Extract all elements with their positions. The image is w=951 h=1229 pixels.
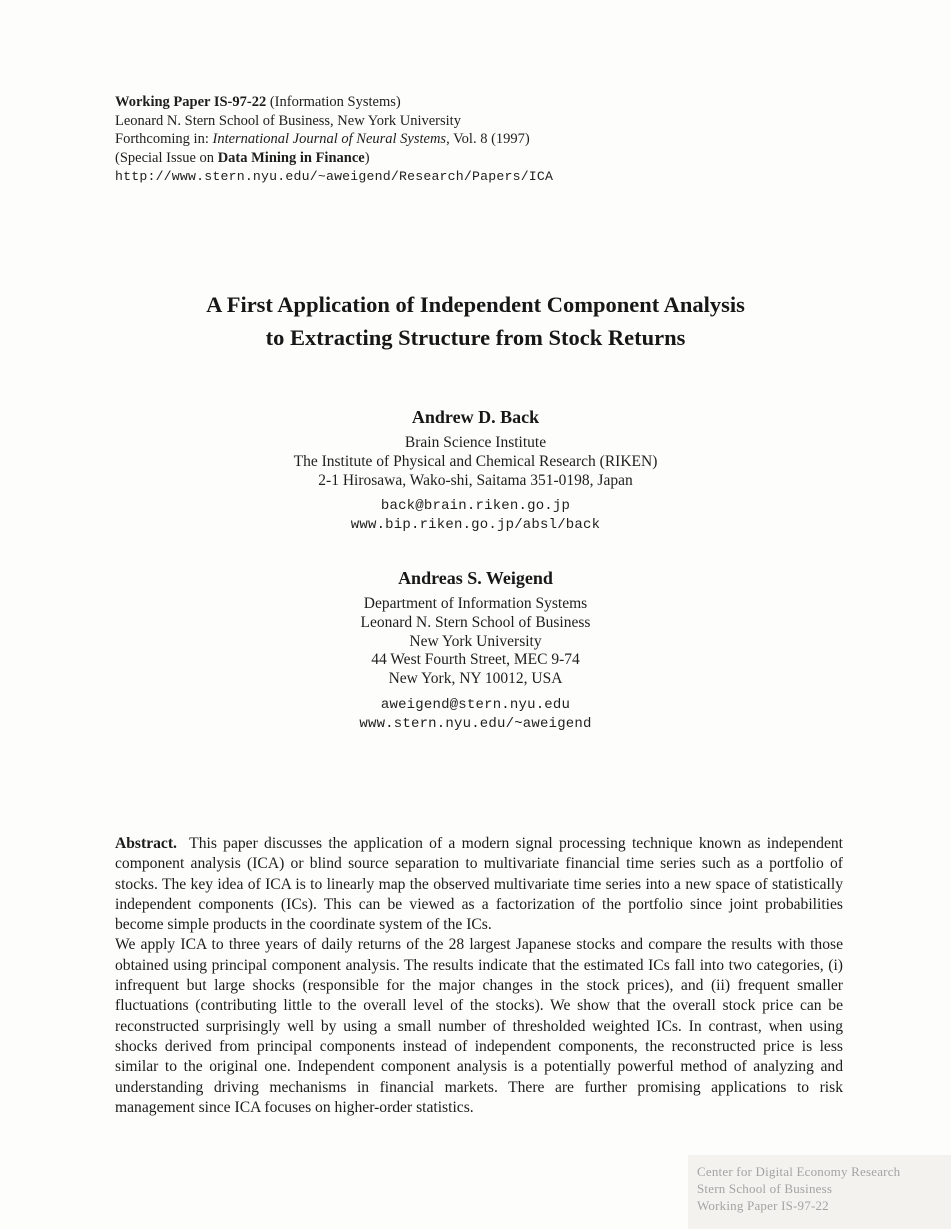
author-block-back <box>0 406 951 535</box>
stamp-line-school: Stern School of Business <box>697 1180 833 1196</box>
abstract-text-1: This paper discusses the application of a modern signal processing technique known as independent component analysis (ICA) or blind source separation to multivariate financial time series such as a portfolio of stocks. The key idea of ICA is to linearly map the observed multivariate time series into a new space of statistically independent components (ICs). This can be viewed as a factorization of the portfolio since joint probabilities become simple products in the coordinate system of the ICs. <box>115 835 843 934</box>
author-affiliation-line: New York University <box>409 632 542 650</box>
author-affiliation-line: New York, NY 10012, USA <box>388 670 563 688</box>
abstract-section <box>115 834 843 1118</box>
paper-title-line1: A First Application of Independent Component Analysis <box>206 292 745 317</box>
forthcoming-prefix: Forthcoming in: <box>115 131 213 148</box>
working-paper-dept: (Information Systems) <box>266 94 401 110</box>
author-website: www.bip.riken.go.jp/absl/back <box>350 516 601 533</box>
author-affiliation-line: 2-1 Hirosawa, Wako-shi, Saitama 351-0198, Japan <box>318 471 633 489</box>
author-contact-block <box>0 696 951 733</box>
author-website: www.stern.nyu.edu/~aweigend <box>359 715 592 732</box>
author-affiliation-line: Department of Information Systems <box>363 595 588 612</box>
journal-name: International Journal of Neural Systems <box>212 131 447 148</box>
header-block <box>115 93 553 187</box>
paper-url: http://www.stern.nyu.edu/~aweigend/Research/Papers/ICA <box>115 169 554 185</box>
abstract-paragraph-2: We apply ICA to three years of daily returns of the 28 largest Japanese stocks and compare the results with those obtained using principal component analysis. The results indicate that the estimated ICs fall into two categories, (i) infrequent but large shocks (responsible for the major changes in the stock prices), and (ii) frequent smaller fluctuations (contributing little to the overall level of the stocks). We show that the overall stock price can be reconstructed surprisingly well by using a small number of thresholded weighted ICs. In contrast, when using shocks derived from principal components instead of independent components, the reconstructed price is less similar to the original one. Independent component analysis is a potentially powerful method of analyzing and understanding driving mechanisms in financial markets. There are further promising applications to risk management since ICA focuses on higher-order statistics. <box>115 936 843 1116</box>
author-affiliation-line: The Institute of Physical and Chemical Research (RIKEN) <box>293 452 658 470</box>
special-issue-suffix: ) <box>364 149 370 166</box>
author-block-weigend <box>0 567 951 733</box>
special-issue-line <box>115 149 553 168</box>
working-paper-line <box>115 93 553 112</box>
stamp-line-paper-id: Working Paper IS-97-22 <box>697 1197 829 1213</box>
journal-volume: , Vol. 8 (1997) <box>446 131 530 148</box>
special-issue-prefix: (Special Issue on <box>115 149 218 166</box>
library-stamp <box>697 1164 900 1214</box>
special-issue-topic: Data Mining in Finance <box>217 149 365 166</box>
author-contact-block <box>0 497 951 534</box>
stamp-line-center: Center for Digital Economy Research <box>697 1164 901 1179</box>
author-name: Andrew D. Back <box>411 407 540 427</box>
abstract-label: Abstract. <box>115 835 177 852</box>
paper-title <box>0 288 951 354</box>
author-affiliation-line: 44 West Fourth Street, MEC 9-74 <box>371 651 580 669</box>
forthcoming-line <box>115 130 553 149</box>
paper-title-line2: to Extracting Structure from Stock Returns <box>265 325 686 350</box>
author-email: back@brain.riken.go.jp <box>380 498 571 515</box>
author-affiliation-line: Brain Science Institute <box>404 434 547 451</box>
abstract-paragraph-1 <box>115 834 843 935</box>
author-email: aweigend@stern.nyu.edu <box>380 696 571 713</box>
author-affiliation-line: Leonard N. Stern School of Business <box>360 613 591 631</box>
school-line: Leonard N. Stern School of Business, New York University <box>115 112 461 129</box>
working-paper-id: Working Paper IS-97-22 <box>115 94 267 110</box>
author-name: Andreas S. Weigend <box>398 568 553 588</box>
